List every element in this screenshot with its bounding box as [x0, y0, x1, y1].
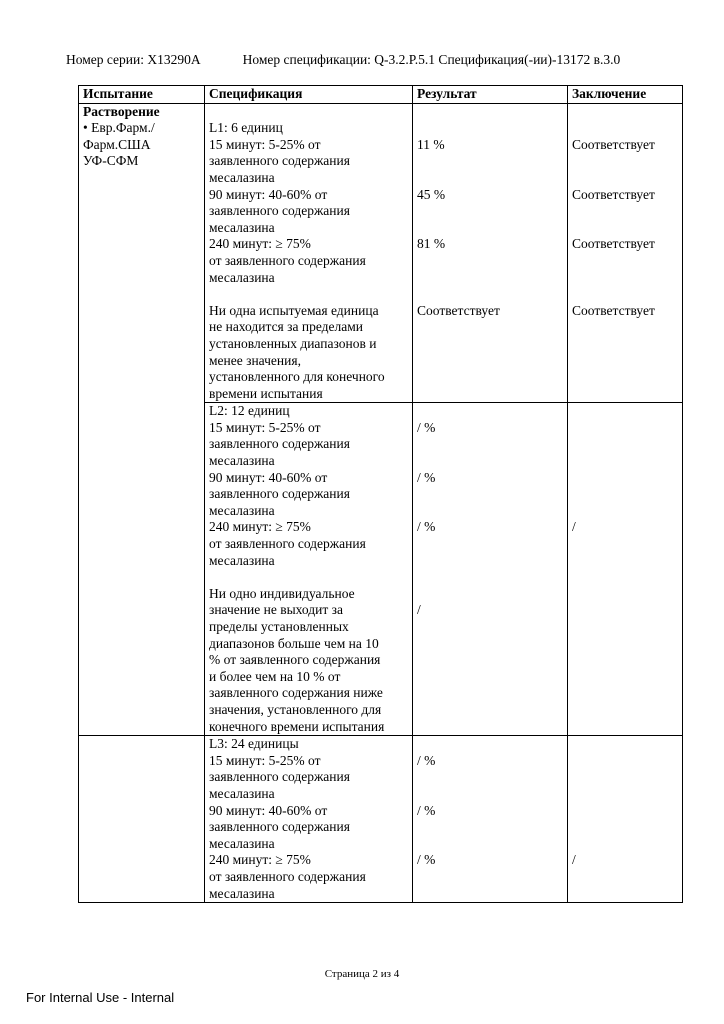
- spec-l2-240min: 240 минут: ≥ 75% от заявленного содержания месалазина: [209, 519, 366, 568]
- conclusion-l1-240min: Соответствует: [572, 236, 655, 252]
- spec-l1-90min: 90 минут: 40-60% от заявленного содержания месалазина: [209, 186, 350, 235]
- batch-number: Номер серии: X13290A: [66, 52, 201, 67]
- conclusion-cell-l3: [568, 736, 683, 903]
- spec-cell-l3: [205, 736, 413, 903]
- conclusion-l3-240min: /: [572, 852, 576, 868]
- result-cell-l1: [413, 103, 568, 403]
- spec-l3-90min: 90 минут: 40-60% от заявленного содержания месалазина: [209, 802, 350, 851]
- result-l3-90min: / %: [417, 802, 436, 818]
- spec-cell-l1: [205, 103, 413, 403]
- test-cell-empty: [79, 736, 205, 903]
- result-l2-criterion: /: [417, 602, 421, 618]
- spec-l1-240min: 240 минут: ≥ 75% от заявленного содержания месалазина: [209, 236, 366, 285]
- classification-label: For Internal Use - Internal: [26, 990, 175, 1005]
- spec-l2-90min: 90 минут: 40-60% от заявленного содержания месалазина: [209, 469, 350, 518]
- table-row-l3: [79, 736, 683, 903]
- result-l3-15min: / %: [417, 752, 436, 768]
- test-title: Растворение: [83, 103, 160, 119]
- conclusion-l2-240min: /: [572, 519, 576, 535]
- test-cell: [79, 103, 205, 736]
- conclusion-l1-15min: Соответствует: [572, 136, 655, 152]
- result-l1-90min: 45 %: [417, 186, 446, 202]
- result-cell-l3: [413, 736, 568, 903]
- spec-l3-15min: 15 минут: 5-25% от заявленного содержания месалазина: [209, 752, 350, 801]
- result-l1-criterion: Соответствует: [417, 302, 500, 318]
- column-header-result: Результат: [413, 86, 568, 104]
- result-l3-240min: / %: [417, 852, 436, 868]
- result-l1-240min: 81 %: [417, 236, 446, 252]
- page-number: Страница 2 из 4: [324, 968, 400, 980]
- test-methods: • Евр.Фарм./ Фарм.США УФ-СФМ: [83, 120, 155, 169]
- result-cell-l2: [413, 403, 568, 736]
- result-l2-240min: / %: [417, 519, 436, 535]
- spec-l1-criterion: Ни одна испытуемая единица не находится за пределами установленных диапазонов и менее значения, установленного для конечного времени испытания: [209, 302, 385, 401]
- dissolution-table: [78, 85, 683, 903]
- level-title-l2: L2: 12 единиц: [209, 403, 290, 419]
- column-header-specification: Спецификация: [205, 86, 413, 104]
- table-row-l1: [79, 103, 683, 403]
- table-header-row: [79, 86, 683, 104]
- level-title-l1: L1: 6 единиц: [209, 120, 283, 136]
- conclusion-cell-l1: [568, 103, 683, 403]
- column-header-test: Испытание: [79, 86, 205, 104]
- spec-l2-15min: 15 минут: 5-25% от заявленного содержания месалазина: [209, 419, 350, 469]
- conclusion-l1-criterion: Соответствует: [572, 302, 655, 318]
- specification-number: Номер спецификации: Q-3.2.P.5.1 Спецификация(-ии)-13172 в.3.0: [242, 52, 621, 67]
- spec-cell-l2: [205, 403, 413, 736]
- conclusion-l1-90min: Соответствует: [572, 186, 655, 202]
- spec-l3-240min: 240 минут: ≥ 75% от заявленного содержания месалазина: [209, 852, 366, 901]
- conclusion-cell-l2: [568, 403, 683, 736]
- spec-l1-15min: 15 минут: 5-25% от заявленного содержания месалазина: [209, 136, 350, 185]
- result-l1-15min: 11 %: [417, 136, 445, 152]
- level-title-l3: L3: 24 единицы: [209, 736, 299, 752]
- spec-l2-criterion: Ни одно индивидуальное значение не выходит за пределы установленных диапазонов больше чем на 10 % от заявленного содержания и более чем на 10 % от заявленного содержания ниже значения, установленного для конечного времени испытания: [209, 585, 385, 734]
- column-header-conclusion: Заключение: [568, 86, 683, 104]
- result-l2-15min: / %: [417, 419, 436, 435]
- result-l2-90min: / %: [417, 469, 436, 485]
- document-header: [66, 52, 674, 68]
